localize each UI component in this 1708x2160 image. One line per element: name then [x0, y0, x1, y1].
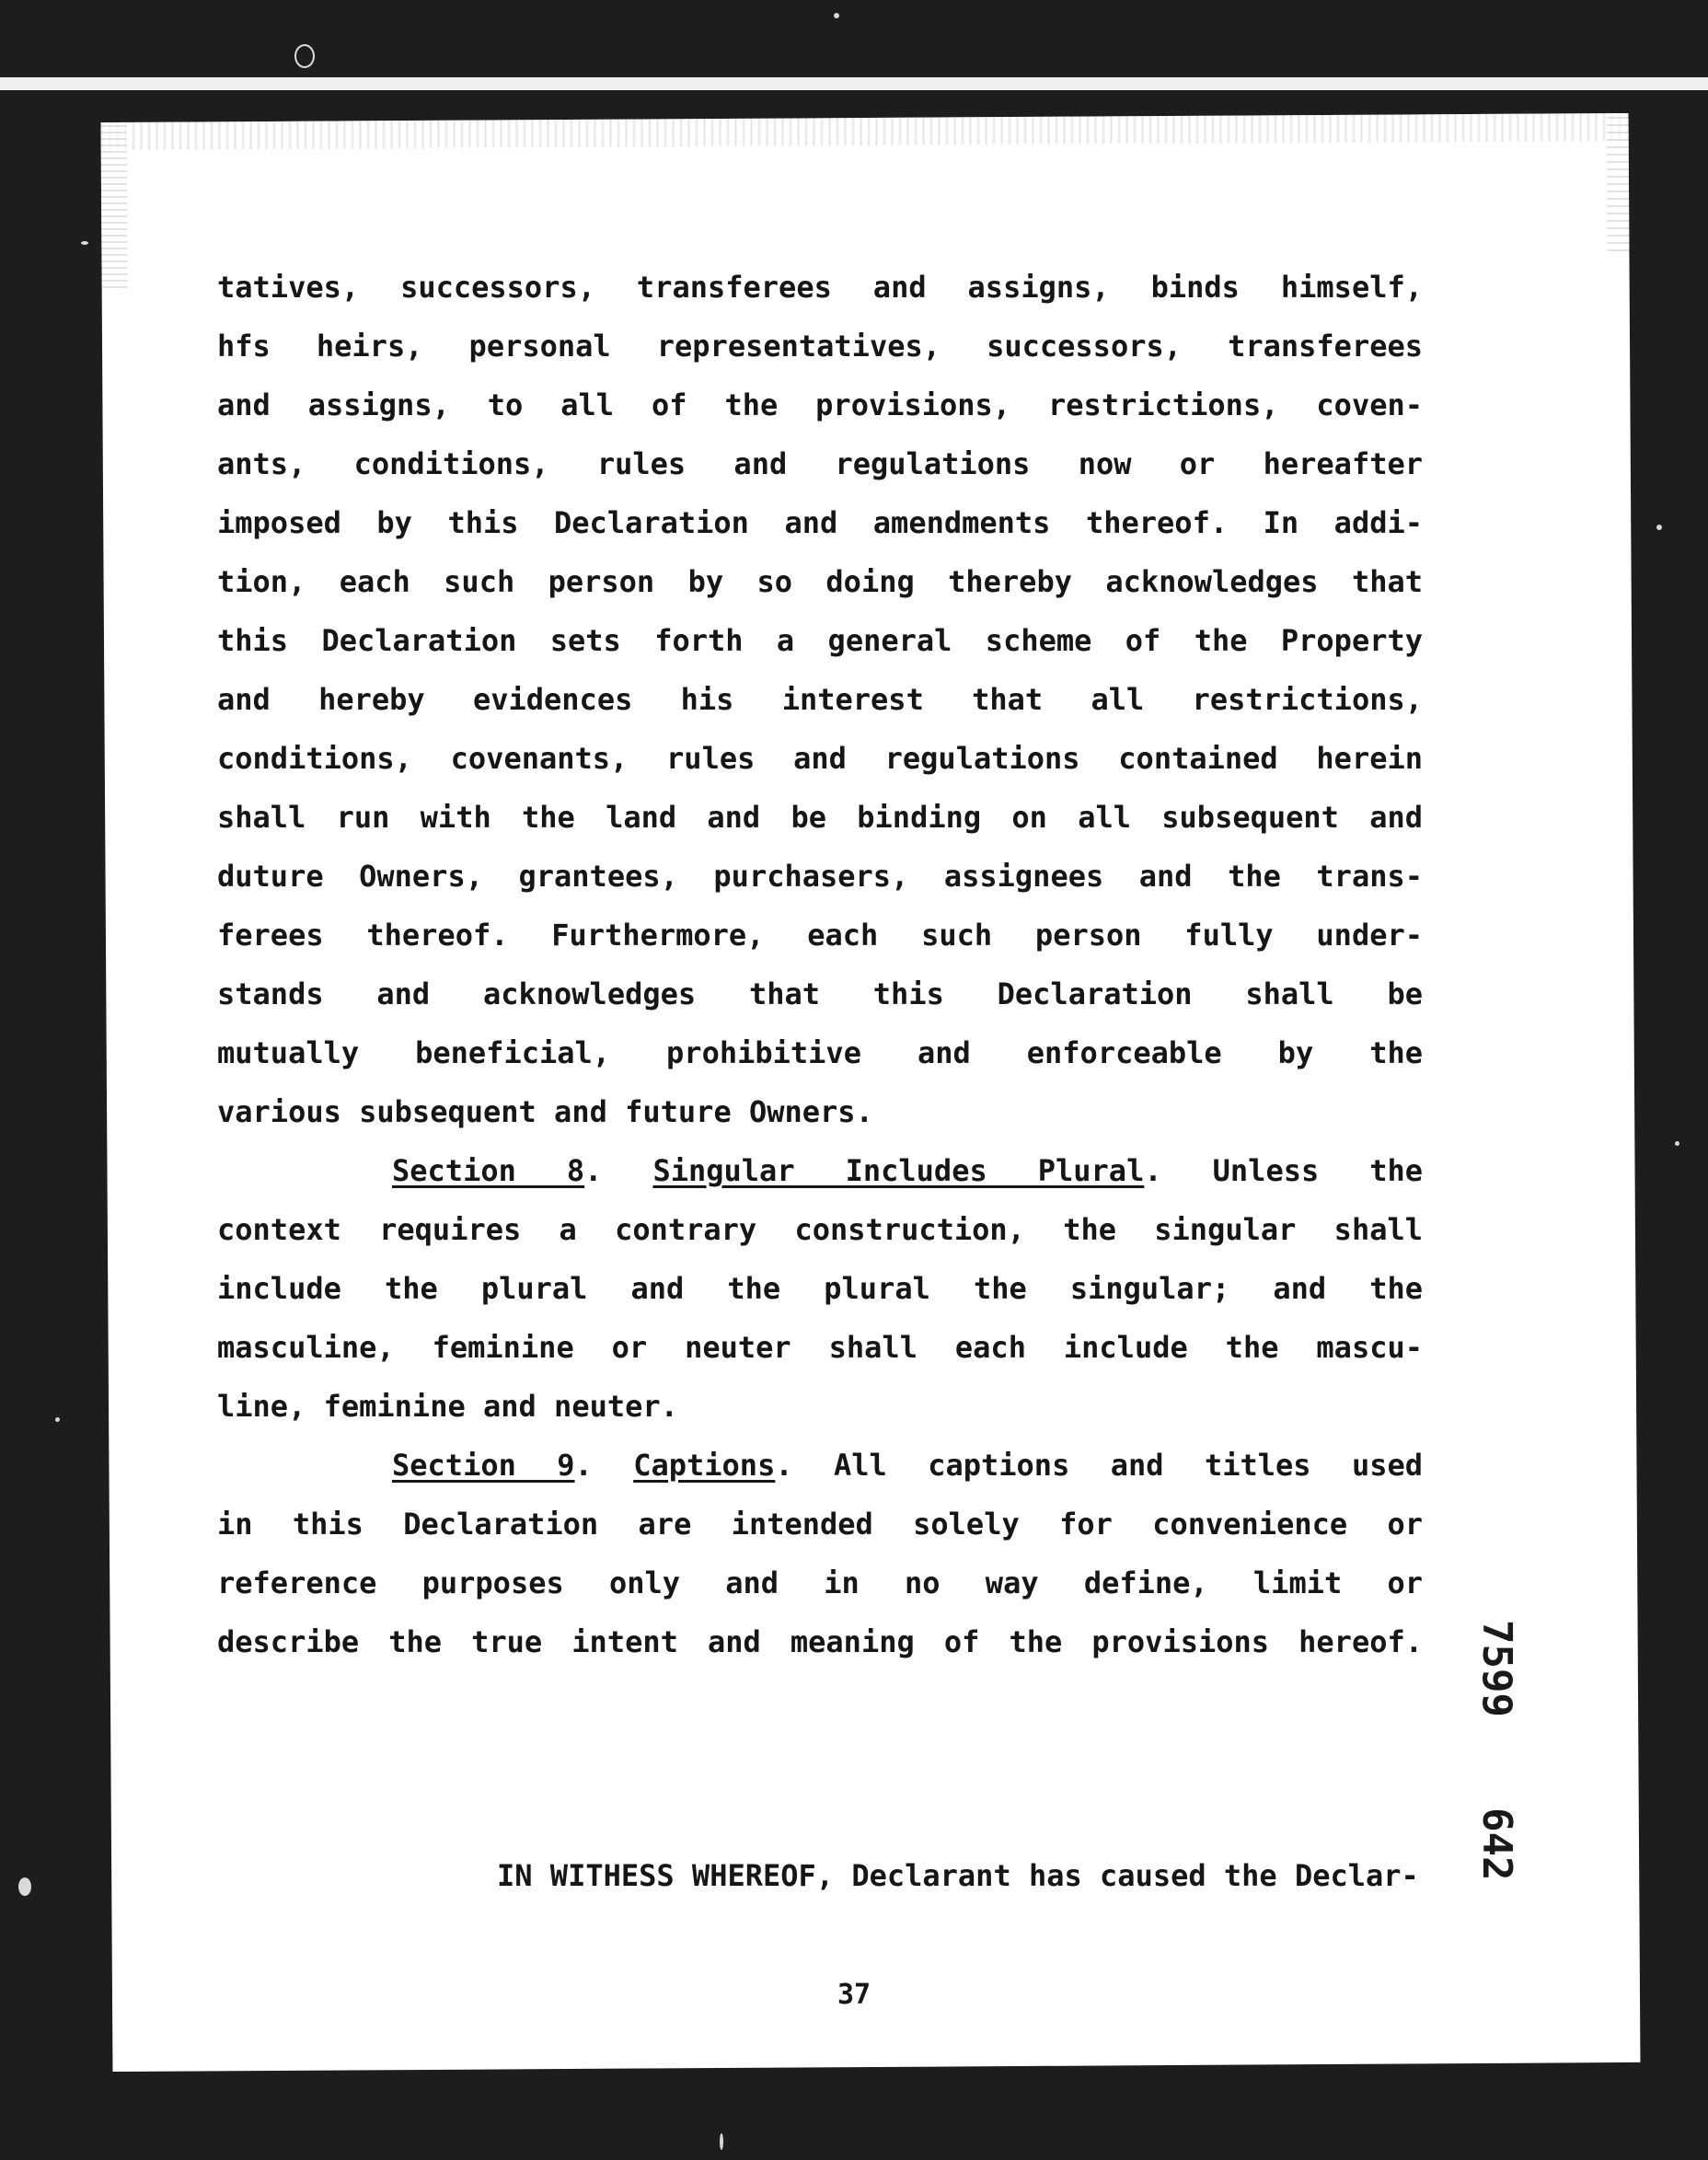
body-line: this Declaration sets forth a general scheme of the Property	[217, 623, 1423, 658]
body-line: shall run with the land and be binding on all subsequent and	[217, 800, 1423, 835]
body-line: various subsequent and future Owners.	[217, 1094, 873, 1129]
body-line: tatives, successors, transferees and assigns, binds himself,	[217, 270, 1423, 305]
body-line: hfs heirs, personal representatives, successors, transferees	[217, 329, 1423, 364]
scan-top-strip	[0, 77, 1708, 90]
scan-speck	[55, 1417, 60, 1422]
section-9-number: Section 9	[392, 1448, 575, 1483]
scan-speck	[1675, 1141, 1679, 1146]
section-9-heading-line: Section 9. Captions. All captions and titles used	[392, 1448, 1423, 1483]
book-volume-number: 7599	[1473, 1620, 1520, 1717]
body-line: duture Owners, grantees, purchasers, assignees and the trans-	[217, 859, 1423, 894]
scan-speck	[81, 241, 88, 245]
body-line: stands and acknowledges that this Declaration shall be	[217, 976, 1423, 1011]
section-9-line: describe the true intent and meaning of the provisions hereof.	[217, 1624, 1423, 1659]
witness-line: IN WITHESS WHEREOF, Declarant has caused the Declar-	[497, 1858, 1419, 1893]
scan-speck	[294, 44, 315, 68]
body-line: imposed by this Declaration and amendments thereof. In addi-	[217, 505, 1423, 540]
section-8-heading-line: Section 8. Singular Includes Plural. Unless the	[392, 1153, 1424, 1188]
page-edge-noise	[1607, 113, 1630, 251]
book-page-number: 642	[1473, 1808, 1520, 1881]
section-8-title: Singular Includes Plural	[652, 1153, 1145, 1188]
scan-speck	[720, 2133, 723, 2150]
declaration-text	[217, 258, 1423, 1671]
section-8-line: masculine, feminine or neuter shall each include the mascu-	[217, 1330, 1423, 1365]
scan-speck	[1656, 525, 1662, 530]
section-9-title: Captions	[633, 1448, 776, 1483]
body-line: and hereby evidences his interest that all restrictions,	[217, 682, 1423, 717]
scan-speck	[18, 1877, 31, 1896]
body-line: conditions, covenants, rules and regulations contained herein	[217, 741, 1423, 776]
body-line: ants, conditions, rules and regulations now or hereafter	[217, 446, 1423, 481]
body-line: mutually beneficial, prohibitive and enforceable by the	[217, 1035, 1423, 1070]
body-line: and assigns, to all of the provisions, restrictions, coven-	[217, 387, 1423, 422]
body-line: tion, each such person by so doing thereby acknowledges that	[217, 564, 1423, 599]
page-edge-noise	[101, 113, 1629, 150]
book-page-reference	[1436, 1620, 1583, 1896]
section-8-line: line, feminine and neuter.	[217, 1389, 678, 1424]
section-9-first-line: All captions and titles used	[834, 1448, 1423, 1483]
section-8-line: context requires a contrary construction, the singular shall	[217, 1212, 1423, 1247]
body-line: ferees thereof. Furthermore, each such person fully under-	[217, 918, 1423, 953]
section-8-line: include the plural and the plural the singular; and the	[217, 1271, 1423, 1306]
scan-speck	[834, 13, 839, 18]
page-edge-noise	[101, 122, 128, 288]
section-8-first-line: Unless the	[1212, 1153, 1424, 1188]
section-9-line: reference purposes only and in no way define, limit or	[217, 1565, 1423, 1600]
page-number: 37	[837, 1979, 871, 2011]
section-8-number: Section 8	[392, 1153, 585, 1188]
section-9-line: in this Declaration are intended solely for convenience or	[217, 1507, 1423, 1542]
